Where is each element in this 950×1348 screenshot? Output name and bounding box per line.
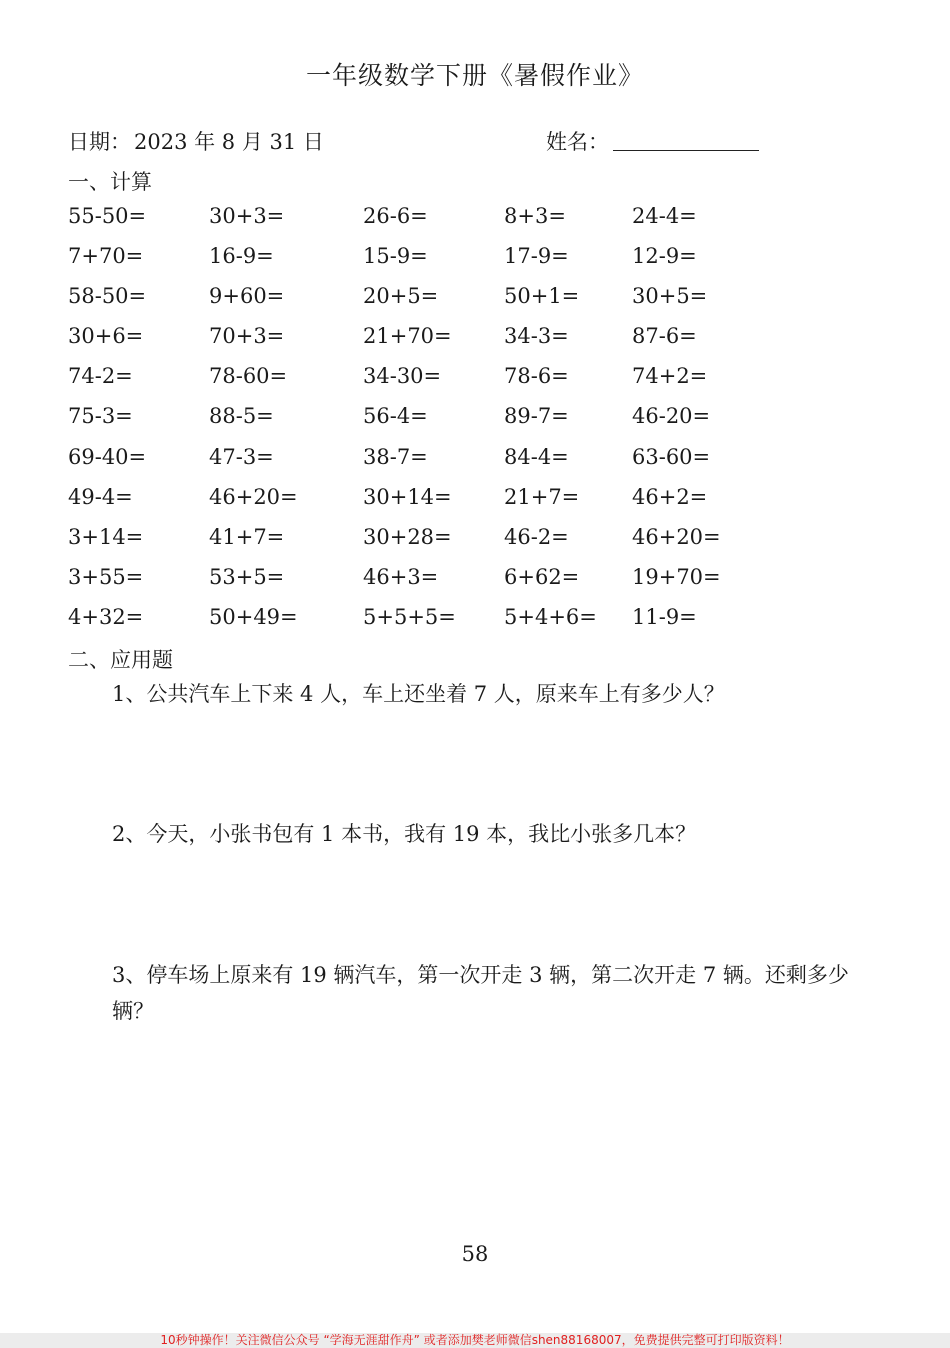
header-row [68, 126, 768, 158]
section-word-problems-heading: 二、应用题 [68, 648, 173, 672]
calc-item: 9+60= [209, 284, 285, 309]
calc-item: 19+70= [632, 564, 721, 589]
word-problem-1 [68, 676, 888, 712]
calc-row [68, 204, 768, 244]
calc-item: 30+5= [632, 284, 708, 309]
calc-item: 46-20= [632, 404, 711, 429]
calc-item: 84-4= [504, 444, 569, 469]
calc-item: 21+70= [363, 324, 452, 349]
calc-item: 78-6= [504, 364, 569, 389]
calc-item: 38-7= [363, 444, 428, 469]
calc-item: 46-2= [504, 524, 569, 549]
calc-item: 30+6= [68, 324, 144, 349]
calc-item: 7+70= [68, 244, 144, 269]
calc-item: 41+7= [209, 524, 285, 549]
calc-item: 34-30= [363, 364, 442, 389]
word-problem-2 [68, 816, 888, 852]
calc-row [68, 485, 768, 525]
word-problem-1-text: 1、公共汽车上下来 4 人，车上还坐着 7 人，原来车上有多少人？ [112, 682, 725, 706]
calc-item: 11-9= [632, 604, 697, 629]
calc-row [68, 364, 768, 404]
calc-item: 21+7= [504, 484, 580, 509]
page-title: 一年级数学下册《暑假作业》 [305, 61, 644, 90]
calculation-grid [68, 204, 768, 645]
word-problem-3 [68, 957, 888, 1029]
calc-item: 46+3= [363, 564, 439, 589]
date-label: 日期： [68, 130, 131, 154]
calc-item: 70+3= [209, 324, 285, 349]
word-problem-2-text: 2、今天，小张书包有 1 本书，我有 19 本，我比小张多几本？ [112, 822, 697, 846]
calc-item: 56-4= [363, 404, 428, 429]
calc-item: 30+28= [363, 524, 452, 549]
calc-item: 46+20= [632, 524, 721, 549]
calc-item: 69-40= [68, 444, 147, 469]
calc-item: 24-4= [632, 204, 697, 228]
calc-item: 53+5= [209, 564, 285, 589]
calc-row [68, 525, 768, 565]
calc-item: 20+5= [363, 284, 439, 309]
calc-item: 16-9= [209, 244, 274, 269]
calc-item: 75-3= [68, 404, 133, 429]
calc-item: 58-50= [68, 284, 147, 309]
calc-item: 3+55= [68, 564, 144, 589]
calc-item: 15-9= [363, 244, 428, 269]
calc-item: 26-6= [363, 204, 428, 228]
calc-row [68, 244, 768, 284]
calc-item: 50+1= [504, 284, 580, 309]
calc-row [68, 605, 768, 645]
calc-row [68, 565, 768, 605]
calc-row [68, 404, 768, 444]
calc-item: 88-5= [209, 404, 274, 429]
calc-item: 74-2= [68, 364, 133, 389]
calc-item: 87-6= [632, 324, 697, 349]
calc-item: 4+32= [68, 604, 144, 629]
calc-item: 5+5+5= [363, 604, 456, 629]
calc-item: 63-60= [632, 444, 711, 469]
calc-item: 46+2= [632, 484, 708, 509]
calc-item: 12-9= [632, 244, 697, 269]
calc-row [68, 324, 768, 364]
name-blank-line [613, 150, 759, 151]
calc-item: 50+49= [209, 604, 298, 629]
calc-item: 74+2= [632, 364, 708, 389]
calc-item: 78-60= [209, 364, 288, 389]
calc-row [68, 445, 768, 485]
calc-item: 49-4= [68, 484, 133, 509]
calc-item: 5+4+6= [504, 604, 597, 629]
word-problem-3-text: 3、停车场上原来有 19 辆汽车，第一次开走 3 辆，第二次开走 7 辆。还剩多少辆？ [112, 963, 849, 1023]
calc-item: 30+3= [209, 204, 285, 228]
calc-item: 3+14= [68, 524, 144, 549]
calc-item: 34-3= [504, 324, 569, 349]
calc-item: 46+20= [209, 484, 298, 509]
section-calculation-heading: 一、计算 [68, 170, 152, 194]
calc-item: 55-50= [68, 204, 147, 228]
calc-item: 30+14= [363, 484, 452, 509]
page-number: 58 [461, 1242, 489, 1266]
name-label: 姓名： [546, 130, 609, 154]
calc-row [68, 284, 768, 324]
calc-item: 17-9= [504, 244, 569, 269]
calc-item: 8+3= [504, 204, 566, 228]
date-value: 2023 年 8 月 31 日 [134, 130, 324, 154]
calc-item: 6+62= [504, 564, 580, 589]
footer-promo-text: 10秒钟操作！关注微信公众号 “学海无涯甜作舟” 或者添加樊老师微信shen88168007，免费提供完整可打印版资料！ [160, 1333, 790, 1347]
calc-item: 89-7= [504, 404, 569, 429]
calc-item: 47-3= [209, 444, 274, 469]
